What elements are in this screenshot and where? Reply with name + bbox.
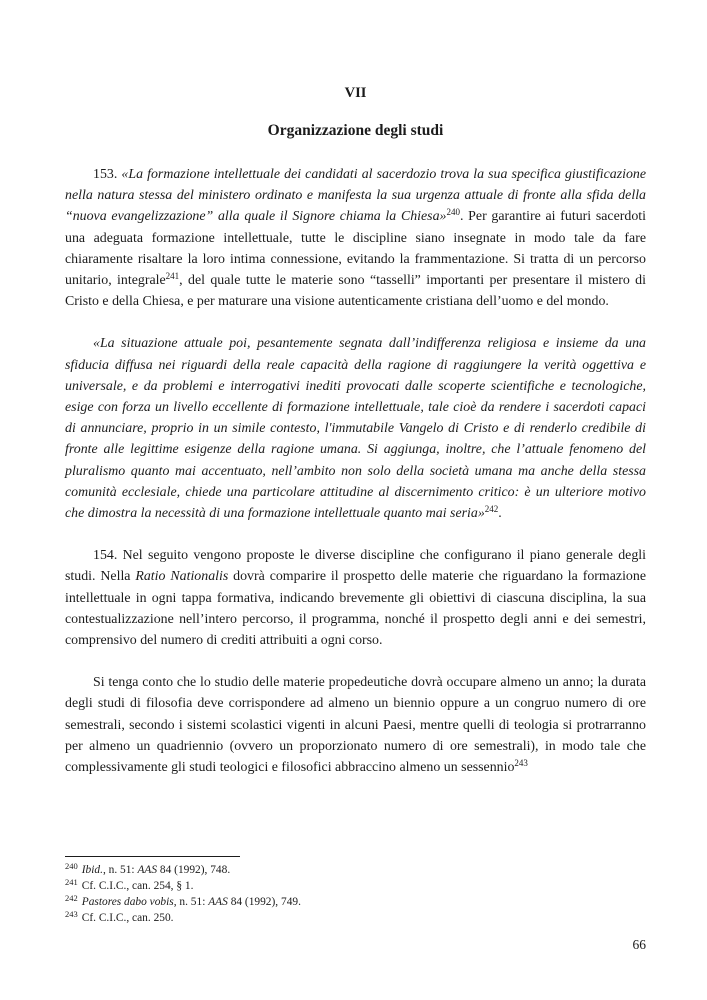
paragraph [65, 672, 646, 778]
paragraph [65, 545, 646, 651]
footnote [65, 878, 646, 894]
text-run: . Per garantire ai futuri sacerdoti una adeguata formazione intellettuale, tutte le discipline siano insegnate in modo tale da fare chiaramente risaltare la loro intima connessione, evitando la frammentazione. Si tratta di un percorso unitario, integrale [65, 209, 647, 289]
text-run: Si tenga conto che lo studio delle materie propedeutiche dovrà occupare almeno un anno; la durata degli studi di filosofia deve corrispondere ad almeno un biennio oppure a un congruo numero di ore semestrali, secondo i sistemi scolastici vigenti in alcuni Paesi, mentre quelli di teologia si protrarranno per almeno un quadriennio (ovvero un proporzionato numero di ore semestrali), in modo tale che complessivamente gli studi teologici e filosofici abbraccino almeno un sessennio [65, 675, 646, 776]
text-run: 84 (1992), 749. [227, 896, 301, 908]
footnote-reference: 243 [514, 758, 528, 769]
footnotes-list [65, 862, 646, 926]
footnote-reference: 240 [446, 207, 460, 218]
footnote-number: 240 [65, 861, 78, 871]
footnote-number: 243 [65, 909, 78, 919]
footnotes-section [65, 856, 646, 926]
footnote-reference: 242 [484, 504, 499, 515]
footnote-number: 241 [65, 877, 78, 887]
footnote-number: 242 [65, 893, 78, 903]
text-run: 84 (1992), 748. [157, 864, 231, 876]
text-run: Ratio Nationalis [135, 569, 229, 585]
text-run: «La formazione intellettuale dei candidati al sacerdozio trova la sua specifica giustificazione nella natura stessa del ministero ordinato e manifesta la sua urgenza attuale di fronte alla sfida della “nuova evangelizzazione” alla quale il Signore chiama la Chiesa» [65, 167, 647, 225]
paragraph [65, 333, 646, 524]
footnote [65, 910, 646, 926]
chapter-number: VII [344, 85, 367, 101]
footnote [65, 862, 646, 878]
text-run: , del quale tutte le materie sono “tasselli” importanti per presentare il mistero di Cristo e della Chiesa, e per maturare una visione autenticamente cristiana dell’uomo e del mondo. [65, 273, 646, 310]
text-run: Cf. C.I.C., can. 250. [81, 912, 174, 924]
text-run: Cf. C.I.C., can. 254, § 1. [81, 880, 194, 892]
footnote-reference: 241 [165, 271, 180, 282]
page-content [65, 0, 646, 799]
page-number: 66 [632, 937, 646, 952]
text-run: . [498, 506, 502, 522]
text-run: 154. Nel seguito vengono proposte le diverse discipline che configurano il piano generale degli studi. Nella [65, 548, 646, 585]
text-run: 153. [93, 167, 122, 182]
text-run: Ibid. [81, 864, 103, 876]
text-run: «La situazione attuale poi, pesantemente segnata dall’indifferenza religiosa e insieme da una sfiducia diffusa nei riguardi della reale capacità della ragione di raggiungere la verità oggettiva e universale, e da problemi e interrogativi inediti provocati dalle scoperte scientifiche e tecnologiche, esige con forza un livello eccellente di formazione intellettuale, tale cioè da rendere i sacerdoti capaci di annunciare, proprio in un simile contesto, l'immutabile Vangelo di Cristo e di renderlo credibile di fronte alle legittime esigenze della ragione umana. Si aggiunga, inoltre, che l’attuale fenomeno del pluralismo quanto mai accentuato, nell’ambito non solo della società umana ma anche della stessa comunità ecclesiale, chiede una particolare attitudine al discernimento critico: è un ulteriore motivo che dimostra la necessità di una formazione intellettuale quanto mai seria» [65, 336, 646, 522]
text-run: Pastores dabo vobis [81, 896, 174, 908]
text-run: dovrà comparire il prospetto delle materie che riguardano la formazione intellettuale in ogni tappa formativa, indicando brevemente gli obiettivi di ciascuna disciplina, la sua contestualizzazione nell’intero percorso, il programma, nonché il prospetto degli anni e dei semestri, comprensivo del numero di crediti attribuiti a ogni corso. [65, 569, 646, 649]
paragraph [65, 164, 646, 312]
text-run: , n. 51: [102, 864, 138, 876]
body-paragraphs [65, 164, 646, 778]
text-run: AAS [208, 896, 228, 908]
text-run: , n. 51: [173, 896, 209, 908]
chapter-title: Organizzazione degli studi [267, 122, 444, 139]
footnote-separator [65, 856, 240, 857]
footnote [65, 894, 646, 910]
text-run: AAS [137, 864, 158, 876]
